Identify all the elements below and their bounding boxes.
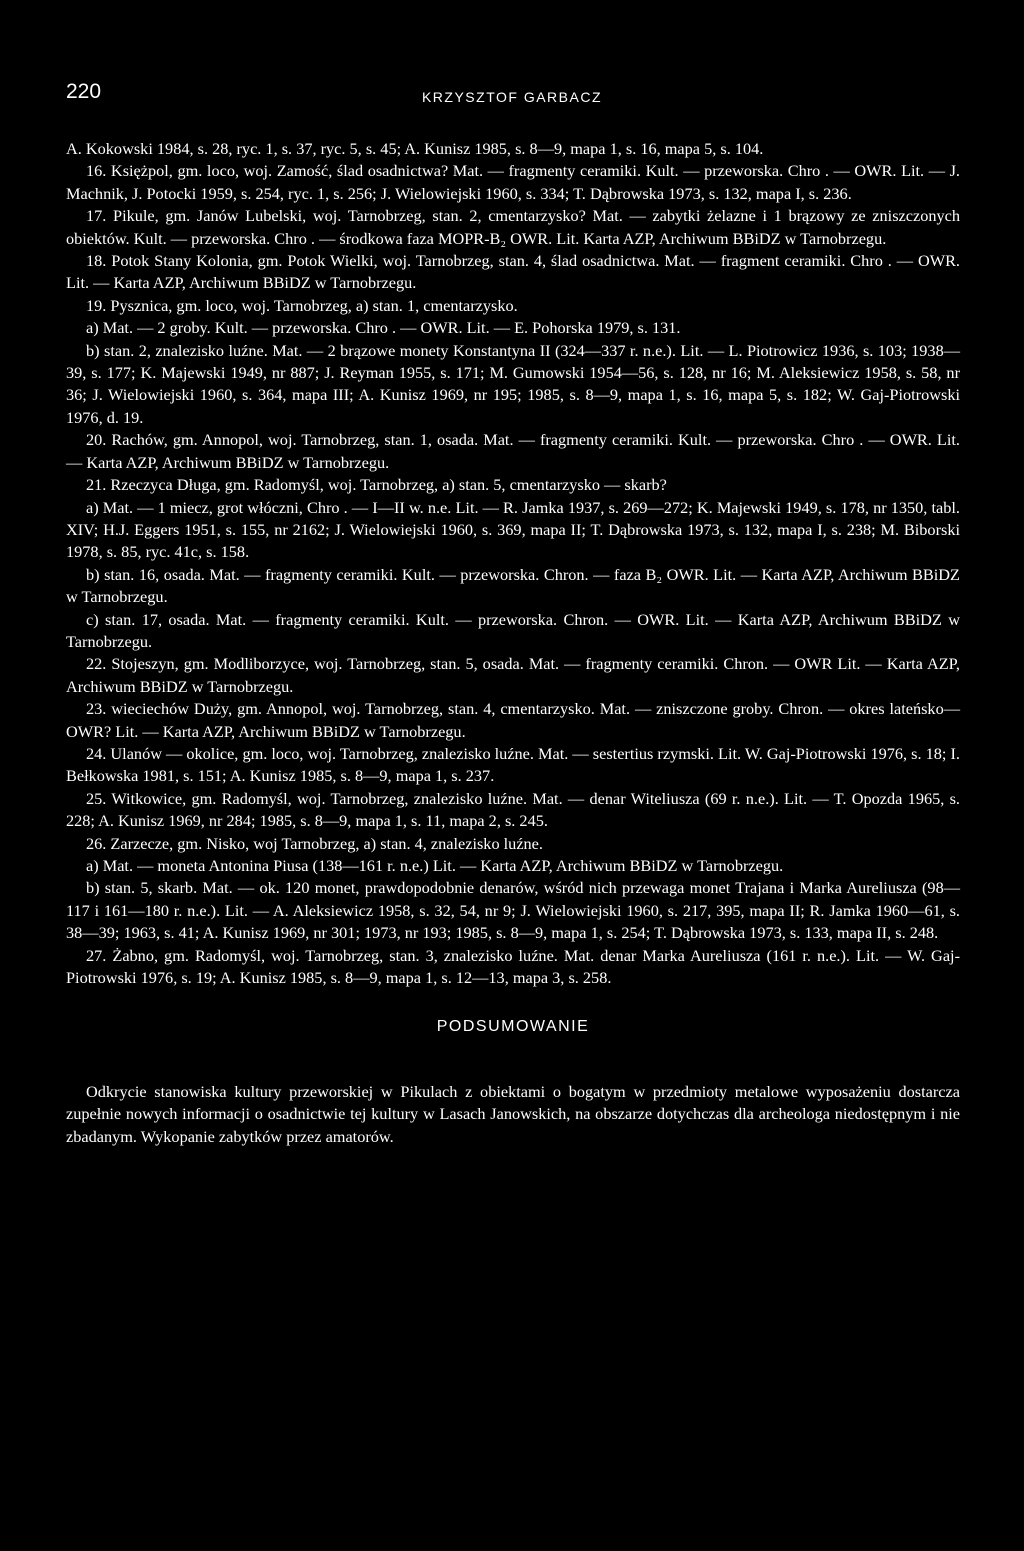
catalogue-entry: b) stan. 5, skarb. Mat. — ok. 120 monet, prawdopodobnie denarów, wśród nich przewaga monet Trajana i Marka Aureliusza (98—117 i 161—180 r. n.e.). Lit. — A. Aleksiewicz 1958, s. 32, 54, nr 9; J. Wielowiejski 1960, s. 217, 395, mapa II; R. Jamka 1960—61, s. 38—39; 1963, s. 41; A. Kunisz 1969, nr 301; 1973, nr 193; 1985, s. 8—9, mapa 1, s. 254; T. Dąbrowska 1973, s. 133, mapa II, s. 248. xyxy=(66,878,960,943)
catalogue-entry: 27. Żabno, gm. Radomyśl, woj. Tarnobrzeg, stan. 3, znalezisko luźne. Mat. denar Marka Aureliusza (161 r. n.e.). Lit. — W. Gaj-Piotrowski 1976, s. 19; A. Kunisz 1985, s. 8—9, mapa 1, s. 12—13, mapa 3, s. 258. xyxy=(66,945,960,988)
catalogue-entry: a) Mat. — 1 miecz, grot włóczni, Chro . — I—II w. n.e. Lit. — R. Jamka 1937, s. 269—272; K. Majewski 1949, s. 178, nr 1350, tabl. XIV; H.J. Eggers 1951, s. 155, nr 2162; J. Wielowiejski 1960, s. 369, mapa II; T. Dąbrowska 1973, s. 132, mapa I, s. 238; M. Biborski 1978, s. 85, ryc. 41c, s. 158. xyxy=(66,497,960,562)
page-header xyxy=(66,80,958,110)
catalogue-entry: 22. Stojeszyn, gm. Modliborzyce, woj. Tarnobrzeg, stan. 5, osada. Mat. — fragmenty ceramiki. Chron. — OWR Lit. — Karta AZP, Archiwum BBiDZ w Tarnobrzegu. xyxy=(66,654,960,696)
catalogue-entry: 17. Pikule, gm. Janów Lubelski, woj. Tarnobrzeg, stan. 2, cmentarzysko? Mat. — zabytki żelazne i 1 brązowy ze zniszczonych obiektów. Kult. — przeworska. Chro . — środkowa faza MOPR-B₂ OWR. Lit. Karta AZP, Archiwum BBiDZ w Tarnobrzegu. xyxy=(66,206,960,248)
section-title: PODSUMOWANIE xyxy=(436,1018,590,1035)
catalogue-entry: 24. Ulanów — okolice, gm. loco, woj. Tarnobrzeg, znalezisko luźne. Mat. — sestertius rzymski. Lit. W. Gaj-Piotrowski 1976, s. 18; I. Bełkowska 1981, s. 151; A. Kunisz 1985, s. 8—9, mapa 1, s. 237. xyxy=(66,743,960,786)
catalogue-entry: 23. wieciechów Duży, gm. Annopol, woj. Tarnobrzeg, stan. 4, cmentarzysko. Mat. — zniszczone groby. Chron. — okres lateńsko—OWR? Lit. — Karta AZP, Archiwum BBiDZ w Tarnobrzegu. xyxy=(66,699,960,741)
running-head: KRZYSZTOF GARBACZ xyxy=(421,89,603,105)
catalogue-entry: b) stan. 2, znalezisko luźne. Mat. — 2 brązowe monety Konstantyna II (324—337 r. n.e.). Lit. — L. Piotrowicz 1936, s. 103; 1938—39, s. 177; K. Majewski 1949, nr 887; J. Reyman 1955, s. 171; M. Gumowski 1954—56, s. 128, nr 16; M. Aleksiewicz 1958, s. 58, nr 36; J. Wielowiejski 1960, s. 364, mapa III; A. Kunisz 1969, nr 195; 1985, s. 8—9, mapa 1, s. 16, mapa 5, s. 182; W. Gaj-Piotrowski 1976, d. 19. xyxy=(66,340,960,427)
catalogue-entry: c) stan. 17, osada. Mat. — fragmenty ceramiki. Kult. — przeworska. Chron. — OWR. Lit. — Karta AZP, Archiwum BBiDZ w Tarnobrzegu. xyxy=(66,609,960,651)
catalogue-entry: 20. Rachów, gm. Annopol, woj. Tarnobrzeg, stan. 1, osada. Mat. — fragmenty ceramiki. Kult. — przeworska. Chro . — OWR. Lit. — Karta AZP, Archiwum BBiDZ w Tarnobrzegu. xyxy=(66,430,960,472)
catalogue-entry: a) Mat. — 2 groby. Kult. — przeworska. Chro . — OWR. Lit. — E. Pohorska 1979, s. 131. xyxy=(86,318,681,338)
catalogue-entry: 16. Księżpol, gm. loco, woj. Zamość, ślad osadnictwa? Mat. — fragmenty ceramiki. Kult. — przeworska. Chro . — OWR. Lit. — J. Machnik, J. Potocki 1959, s. 254, ryc. 1, s. 256; J. Wielowiejski 1960, s. 334; T. Dąbrowska 1973, s. 132, mapa I, s. 236. xyxy=(66,161,960,203)
catalogue-entry: A. Kokowski 1984, s. 28, ryc. 1, s. 37, ryc. 5, s. 45; A. Kunisz 1985, s. 8—9, mapa 1, s. 16, mapa 5, s. 104. xyxy=(66,139,764,158)
catalogue-entry: 21. Rzeczyca Długa, gm. Radomyśl, woj. Tarnobrzeg, a) stan. 5, cmentarzysko — skarb? xyxy=(86,475,667,495)
summary-paragraph: Odkrycie stanowiska kultury przeworskiej w Pikulach z obiektami o bogatym w przedmioty metalowe wyposażeniu dostarcza zupełnie nowych informacji o osadnictwie tej kultury w Lasach Janowskich, na obszarze dotychczas dla archeologa niedostępnym i nie zbadanym. Wykopanie zabytków przez amatorów. xyxy=(66,1082,960,1146)
catalogue-entry: a) Mat. — moneta Antonina Piusa (138—161 r. n.e.) Lit. — Karta AZP, Archiwum BBiDZ w Tarnobrzegu. xyxy=(86,856,784,875)
page-number: 220 xyxy=(66,80,102,103)
catalogue-entry: 25. Witkowice, gm. Radomyśl, woj. Tarnobrzeg, znalezisko luźne. Mat. — denar Witeliusza (69 r. n.e.). Lit. — T. Opozda 1965, s. 228; A. Kunisz 1969, nr 284; 1985, s. 8—9, mapa 1, s. 11, mapa 2, s. 245. xyxy=(66,788,960,831)
catalogue-entry: 19. Pysznica, gm. loco, woj. Tarnobrzeg, a) stan. 1, cmentarzysko. xyxy=(86,295,518,315)
catalogue-entry: 26. Zarzecze, gm. Nisko, woj Tarnobrzeg, a) stan. 4, znalezisko luźne. xyxy=(86,833,543,853)
catalogue-entry: b) stan. 16, osada. Mat. — fragmenty ceramiki. Kult. — przeworska. Chron. — faza B₂ OWR. Lit. — Karta AZP, Archiwum BBiDZ w Tarnobrzegu. xyxy=(66,564,960,607)
catalogue-entry: 18. Potok Stany Kolonia, gm. Potok Wielki, woj. Tarnobrzeg, stan. 4, ślad osadnictwa. Mat. — fragment ceramiki. Chro . — OWR. Lit. — Karta AZP, Archiwum BBiDZ w Tarnobrzegu. xyxy=(66,251,960,293)
catalogue-entries xyxy=(66,138,960,989)
